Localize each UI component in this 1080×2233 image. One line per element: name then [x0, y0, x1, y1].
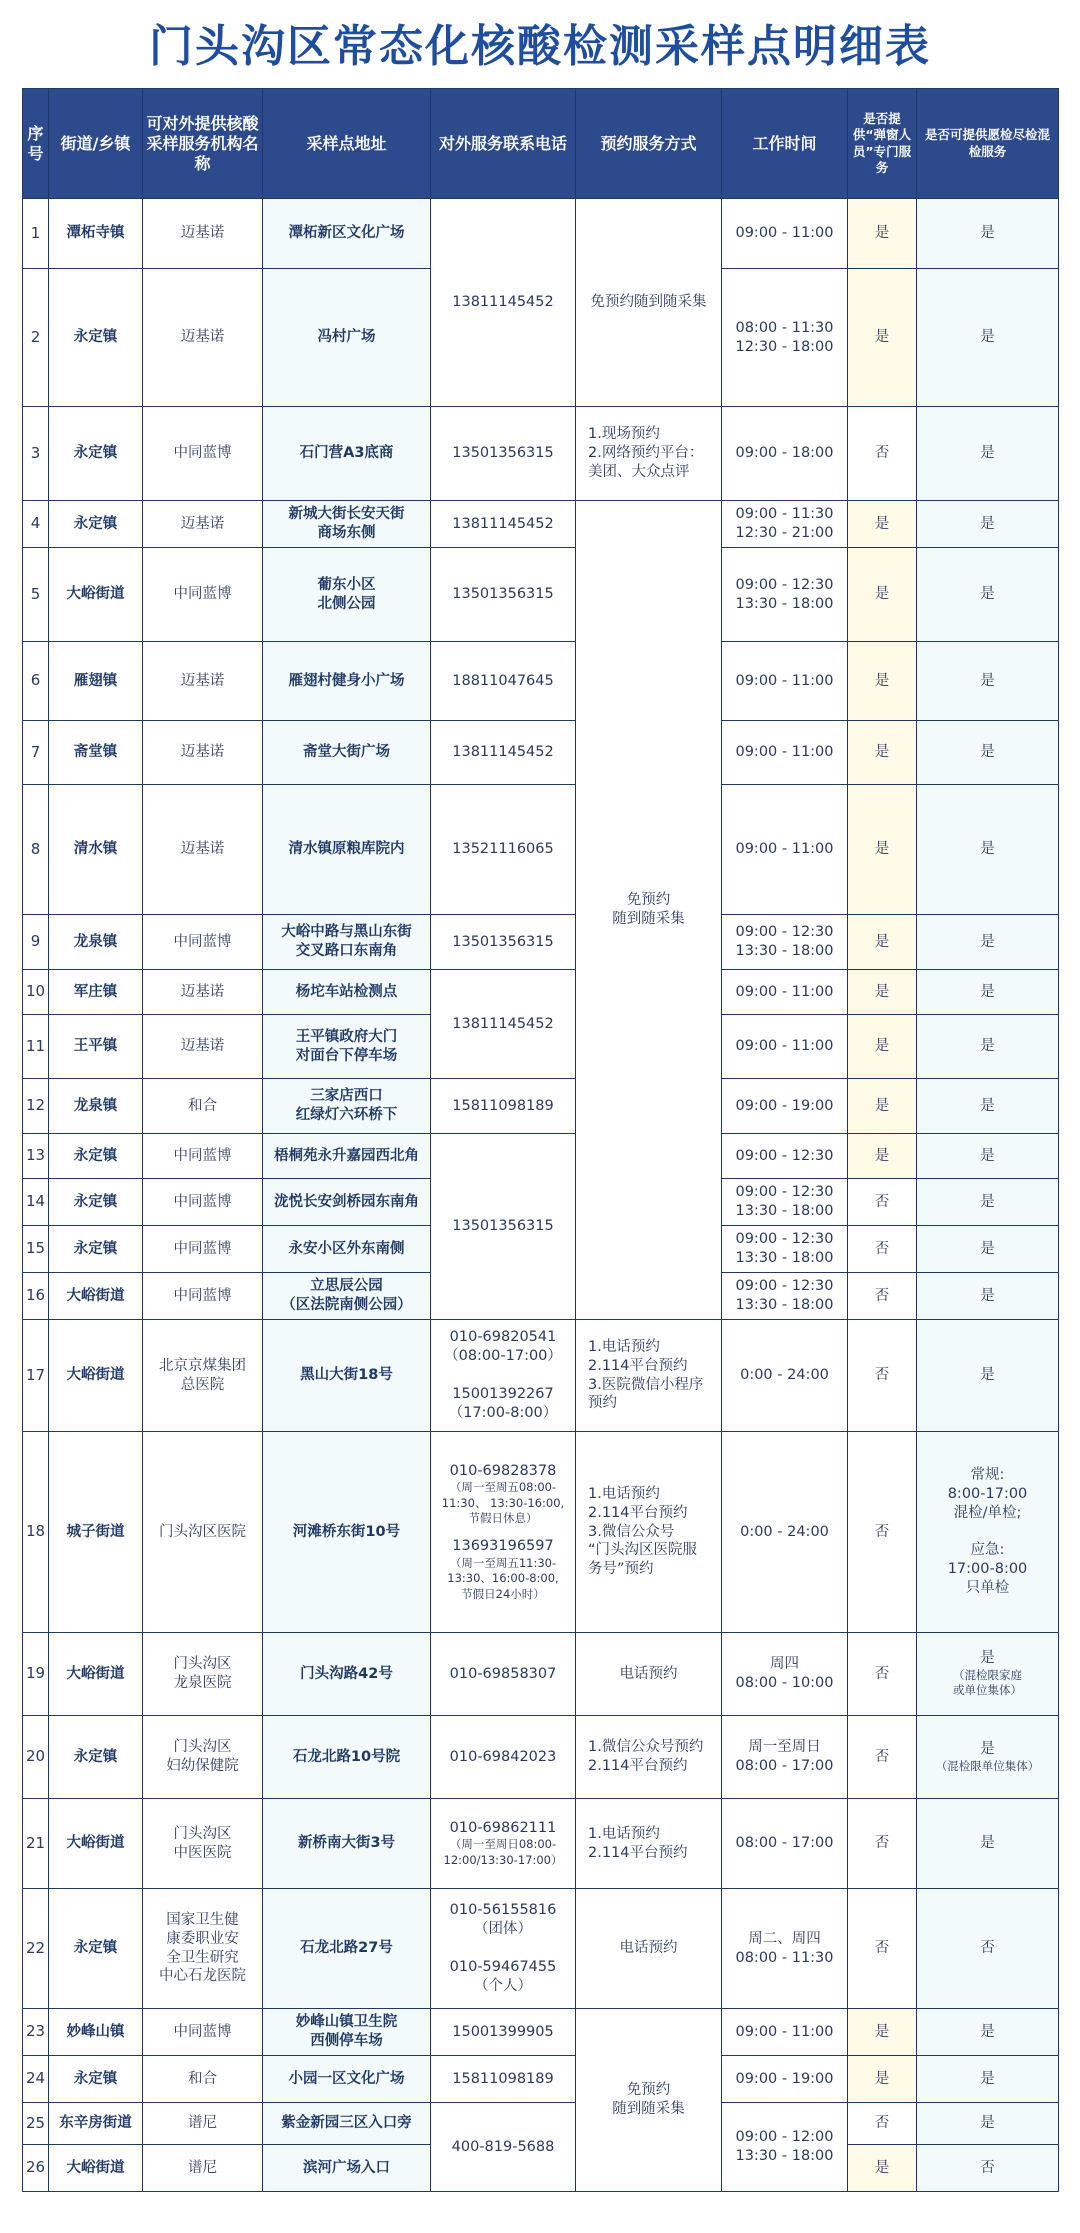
cell-no: 14 — [23, 1179, 49, 1226]
cell-addr: 王平镇政府大门 对面台下停车场 — [263, 1015, 431, 1079]
cell-no: 3 — [23, 407, 49, 501]
cell-popup-service: 否 — [848, 1799, 917, 1889]
cell-street: 城子街道 — [49, 1432, 143, 1633]
cell-phone: 13811145452 — [431, 970, 576, 1079]
cell-org: 中同蓝博 — [143, 548, 263, 642]
cell-street: 大峪街道 — [49, 1320, 143, 1432]
header-phone: 对外服务联系电话 — [431, 89, 576, 199]
cell-no: 4 — [23, 501, 49, 548]
cell-phone: 13811145452 — [431, 199, 576, 407]
cell-mixed-test: 否 — [917, 1889, 1059, 2009]
cell-work-time: 09:00 - 11:00 — [722, 199, 848, 269]
cell-org: 迈基诺 — [143, 785, 263, 915]
cell-street: 永定镇 — [49, 501, 143, 548]
cell-addr: 葡东小区 北侧公园 — [263, 548, 431, 642]
cell-org: 迈基诺 — [143, 269, 263, 407]
cell-popup-service: 是 — [848, 269, 917, 407]
cell-street: 大峪街道 — [49, 2145, 143, 2192]
cell-street: 军庄镇 — [49, 970, 143, 1015]
cell-street: 永定镇 — [49, 2056, 143, 2103]
cell-no: 2 — [23, 269, 49, 407]
cell-popup-service: 是 — [848, 501, 917, 548]
cell-org: 迈基诺 — [143, 721, 263, 785]
cell-org: 迈基诺 — [143, 1015, 263, 1079]
cell-street: 妙峰山镇 — [49, 2009, 143, 2056]
cell-addr: 门头沟路42号 — [263, 1633, 431, 1716]
cell-street: 潭柘寺镇 — [49, 199, 143, 269]
cell-phone: 400-819-5688 — [431, 2103, 576, 2192]
table-row — [23, 1079, 1059, 1134]
cell-work-time: 09:00 - 19:00 — [722, 2056, 848, 2103]
cell-street: 永定镇 — [49, 1226, 143, 1273]
cell-addr: 冯村广场 — [263, 269, 431, 407]
cell-addr: 潭柘新区文化广场 — [263, 199, 431, 269]
cell-addr: 新桥南大街3号 — [263, 1799, 431, 1889]
cell-org: 门头沟区 妇幼保健院 — [143, 1716, 263, 1799]
cell-mixed-test: 是 — [917, 642, 1059, 721]
cell-org: 中同蓝博 — [143, 915, 263, 970]
cell-no: 20 — [23, 1716, 49, 1799]
cell-mixed-test: 是 — [917, 2056, 1059, 2103]
cell-addr: 滨河广场入口 — [263, 2145, 431, 2192]
cell-phone: 15811098189 — [431, 2056, 576, 2103]
cell-popup-service: 否 — [848, 407, 917, 501]
cell-mixed-test: 是 — [917, 1226, 1059, 1273]
cell-no: 21 — [23, 1799, 49, 1889]
header-popup-service: 是否提供“弹窗人员”专门服务 — [848, 89, 917, 199]
cell-org: 中同蓝博 — [143, 1134, 263, 1179]
cell-mixed-test: 是 — [917, 1079, 1059, 1134]
cell-mixed-test: 是 — [917, 970, 1059, 1015]
cell-work-time: 09:00 - 12:30 — [722, 1134, 848, 1179]
cell-appointment: 1.电话预约 2.114平台预约 3.医院微信小程序 预约 — [576, 1320, 722, 1432]
table-row — [23, 2056, 1059, 2103]
cell-popup-service: 是 — [848, 642, 917, 721]
cell-work-time: 09:00 - 11:00 — [722, 1015, 848, 1079]
table-row — [23, 642, 1059, 721]
phone-phone-a_note: （周一至周五08:00- 11:30、 13:30-16:00, 节假日休息） — [441, 1480, 565, 1526]
cell-org: 和合 — [143, 1079, 263, 1134]
cell-no: 17 — [23, 1320, 49, 1432]
table-row — [23, 721, 1059, 785]
cell-mixed-test: 是 — [917, 915, 1059, 970]
cell-street: 龙泉镇 — [49, 1079, 143, 1134]
cell-addr: 小园一区文化广场 — [263, 2056, 431, 2103]
header-no: 序号 — [23, 89, 49, 199]
cell-work-time: 09:00 - 11:00 — [722, 721, 848, 785]
cell-phone — [431, 1799, 576, 1889]
cell-no: 5 — [23, 548, 49, 642]
cell-no: 16 — [23, 1273, 49, 1320]
cell-popup-service: 是 — [848, 1015, 917, 1079]
cell-org: 门头沟区 龙泉医院 — [143, 1633, 263, 1716]
cell-work-time: 09:00 - 11:00 — [722, 970, 848, 1015]
cell-popup-service: 是 — [848, 1079, 917, 1134]
cell-mixed-test — [917, 1633, 1059, 1716]
header-org: 可对外提供核酸采样服务机构名称 — [143, 89, 263, 199]
cell-street: 斋堂镇 — [49, 721, 143, 785]
cell-mixed-test: 是 — [917, 548, 1059, 642]
table-row — [23, 1633, 1059, 1716]
cell-mixed-test: 是 — [917, 501, 1059, 548]
table-row — [23, 1799, 1059, 1889]
mixed-value: 是 — [980, 1740, 995, 1757]
phone-phone-b: 13693196597 — [452, 1538, 554, 1554]
cell-addr: 石龙北路27号 — [263, 1889, 431, 2009]
cell-street: 大峪街道 — [49, 1273, 143, 1320]
cell-no: 22 — [23, 1889, 49, 2009]
cell-org: 谱尼 — [143, 2145, 263, 2192]
cell-popup-service: 是 — [848, 785, 917, 915]
cell-org: 中同蓝博 — [143, 2009, 263, 2056]
cell-street: 大峪街道 — [49, 1633, 143, 1716]
cell-addr: 大峪中路与黑山东街 交叉路口东南角 — [263, 915, 431, 970]
cell-org: 国家卫生健 康委职业安 全卫生研究 中心石龙医院 — [143, 1889, 263, 2009]
cell-work-time: 08:00 - 17:00 — [722, 1799, 848, 1889]
cell-mixed-test — [917, 1716, 1059, 1799]
cell-work-time: 09:00 - 11:00 — [722, 785, 848, 915]
cell-appointment: 免预约随到随采集 — [576, 199, 722, 407]
cell-phone: 010-69858307 — [431, 1633, 576, 1716]
cell-no: 18 — [23, 1432, 49, 1633]
cell-popup-service: 是 — [848, 721, 917, 785]
cell-addr: 立思辰公园 （区法院南侧公园） — [263, 1273, 431, 1320]
cell-popup-service: 是 — [848, 199, 917, 269]
cell-org: 门头沟区 中医医院 — [143, 1799, 263, 1889]
cell-work-time: 09:00 - 19:00 — [722, 1079, 848, 1134]
cell-org: 门头沟区医院 — [143, 1432, 263, 1633]
phone-phone-note: （周一至周日08:00- 12:00/13:30-17:00） — [443, 1837, 563, 1867]
cell-work-time: 09:00 - 12:30 13:30 - 18:00 — [722, 1179, 848, 1226]
cell-addr: 紫金新园三区入口旁 — [263, 2103, 431, 2145]
cell-addr: 斋堂大街广场 — [263, 721, 431, 785]
cell-no: 19 — [23, 1633, 49, 1716]
cell-popup-service: 是 — [848, 970, 917, 1015]
cell-mixed-test: 是 — [917, 1134, 1059, 1179]
cell-phone: 010-69842023 — [431, 1716, 576, 1799]
cell-street: 永定镇 — [49, 269, 143, 407]
table-row — [23, 2009, 1059, 2056]
cell-street: 永定镇 — [49, 1716, 143, 1799]
phone-phone-b_note: （周一至周五11:30- 13:30、16:00-8:00, 节假日24小时） — [447, 1555, 559, 1601]
cell-org: 中同蓝博 — [143, 1273, 263, 1320]
cell-mixed-test: 常规: 8:00-17:00 混检/单检; 应急: 17:00-8:00 只单检 — [917, 1432, 1059, 1633]
cell-phone: 13501356315 — [431, 1134, 576, 1320]
sampling-sites-table — [22, 88, 1059, 2192]
cell-popup-service: 是 — [848, 915, 917, 970]
cell-phone: 13811145452 — [431, 721, 576, 785]
table-row — [23, 548, 1059, 642]
cell-work-time: 09:00 - 12:30 13:30 - 18:00 — [722, 1226, 848, 1273]
cell-popup-service: 否 — [848, 1226, 917, 1273]
cell-work-time: 周一至周日 08:00 - 17:00 — [722, 1716, 848, 1799]
page-title: 门头沟区常态化核酸检测采样点明细表 — [149, 21, 931, 72]
cell-street: 永定镇 — [49, 1889, 143, 2009]
cell-mixed-test: 是 — [917, 1015, 1059, 1079]
cell-phone: 13501356315 — [431, 915, 576, 970]
cell-no: 1 — [23, 199, 49, 269]
cell-street: 永定镇 — [49, 407, 143, 501]
cell-phone: 13501356315 — [431, 548, 576, 642]
cell-work-time: 09:00 - 12:30 13:30 - 18:00 — [722, 548, 848, 642]
cell-no: 13 — [23, 1134, 49, 1179]
cell-phone: 18811047645 — [431, 642, 576, 721]
cell-mixed-test: 否 — [917, 2145, 1059, 2192]
cell-popup-service: 是 — [848, 1134, 917, 1179]
cell-work-time: 0:00 - 24:00 — [722, 1320, 848, 1432]
cell-mixed-test: 是 — [917, 2009, 1059, 2056]
cell-work-time: 09:00 - 11:00 — [722, 642, 848, 721]
cell-phone — [431, 1432, 576, 1633]
cell-no: 9 — [23, 915, 49, 970]
cell-phone: 15001399905 — [431, 2009, 576, 2056]
cell-addr: 河滩桥东街10号 — [263, 1432, 431, 1633]
table-row — [23, 2103, 1059, 2145]
cell-addr: 三家店西口 红绿灯六环桥下 — [263, 1079, 431, 1134]
cell-street: 东辛房街道 — [49, 2103, 143, 2145]
table-row — [23, 1134, 1059, 1179]
table-row — [23, 501, 1059, 548]
cell-addr: 石门营A3底商 — [263, 407, 431, 501]
cell-no: 23 — [23, 2009, 49, 2056]
table-row — [23, 1432, 1059, 1633]
cell-mixed-test: 是 — [917, 1273, 1059, 1320]
cell-addr: 石龙北路10号院 — [263, 1716, 431, 1799]
cell-appointment: 免预约 随到随采集 — [576, 501, 722, 1320]
table-row — [23, 970, 1059, 1015]
cell-addr: 雁翅村健身小广场 — [263, 642, 431, 721]
cell-org: 迈基诺 — [143, 970, 263, 1015]
cell-work-time: 08:00 - 11:30 12:30 - 18:00 — [722, 269, 848, 407]
table-row — [23, 407, 1059, 501]
cell-phone: 13521116065 — [431, 785, 576, 915]
cell-mixed-test: 是 — [917, 1179, 1059, 1226]
phone-phone-a: 010-69828378 — [449, 1462, 557, 1479]
cell-phone: 15811098189 — [431, 1079, 576, 1134]
mixed-value: 是 — [980, 1650, 995, 1667]
cell-street: 清水镇 — [49, 785, 143, 915]
cell-no: 24 — [23, 2056, 49, 2103]
header-street: 街道/乡镇 — [49, 89, 143, 199]
cell-org: 中同蓝博 — [143, 1226, 263, 1273]
cell-popup-service: 否 — [848, 1273, 917, 1320]
cell-mixed-test: 是 — [917, 1799, 1059, 1889]
cell-addr: 清水镇原粮库院内 — [263, 785, 431, 915]
cell-no: 8 — [23, 785, 49, 915]
cell-org: 和合 — [143, 2056, 263, 2103]
cell-addr: 梧桐苑永升嘉园西北角 — [263, 1134, 431, 1179]
cell-org: 北京京煤集团 总医院 — [143, 1320, 263, 1432]
cell-street: 大峪街道 — [49, 548, 143, 642]
cell-popup-service: 否 — [848, 1716, 917, 1799]
cell-mixed-test: 是 — [917, 785, 1059, 915]
mixed-note: （混检限家庭 或单位集体） — [953, 1667, 1022, 1698]
cell-appointment: 1.现场预约 2.网络预约平台： 美团、大众点评 — [576, 407, 722, 501]
cell-no: 10 — [23, 970, 49, 1015]
cell-appointment: 1.电话预约 2.114平台预约 — [576, 1799, 722, 1889]
cell-work-time: 09:00 - 18:00 — [722, 407, 848, 501]
cell-org: 中同蓝博 — [143, 407, 263, 501]
cell-appointment: 电话预约 — [576, 1889, 722, 2009]
cell-addr: 泷悦长安剑桥园东南角 — [263, 1179, 431, 1226]
header-row — [23, 89, 1059, 199]
cell-addr: 妙峰山镇卫生院 西侧停车场 — [263, 2009, 431, 2056]
cell-street: 永定镇 — [49, 1179, 143, 1226]
cell-phone: 010-56155816 （团体） 010-59467455 （个人） — [431, 1889, 576, 2009]
cell-popup-service: 否 — [848, 1320, 917, 1432]
cell-no: 25 — [23, 2103, 49, 2145]
cell-work-time: 0:00 - 24:00 — [722, 1432, 848, 1633]
header-address: 采样点地址 — [263, 89, 431, 199]
table-row — [23, 915, 1059, 970]
cell-addr: 新城大街长安天街 商场东侧 — [263, 501, 431, 548]
cell-work-time: 周二、周四 08:00 - 11:30 — [722, 1889, 848, 2009]
cell-org: 迈基诺 — [143, 642, 263, 721]
cell-work-time: 09:00 - 11:30 12:30 - 21:00 — [722, 501, 848, 548]
cell-mixed-test: 是 — [917, 721, 1059, 785]
cell-street: 王平镇 — [49, 1015, 143, 1079]
cell-mixed-test: 是 — [917, 407, 1059, 501]
cell-org: 中同蓝博 — [143, 1179, 263, 1226]
table-row — [23, 1320, 1059, 1432]
cell-org: 谱尼 — [143, 2103, 263, 2145]
header-mixed-test: 是否可提供愿检尽检混检服务 — [917, 89, 1059, 199]
cell-appointment: 1.电话预约 2.114平台预约 3.微信公众号 “门头沟区医院服 务号”预约 — [576, 1432, 722, 1633]
table-row — [23, 1889, 1059, 2009]
cell-popup-service: 否 — [848, 2103, 917, 2145]
cell-work-time: 09:00 - 12:30 13:30 - 18:00 — [722, 915, 848, 970]
cell-org: 迈基诺 — [143, 501, 263, 548]
table-row — [23, 199, 1059, 269]
cell-street: 雁翅镇 — [49, 642, 143, 721]
cell-mixed-test: 是 — [917, 269, 1059, 407]
header-work-time: 工作时间 — [722, 89, 848, 199]
cell-appointment: 1.微信公众号预约 2.114平台预约 — [576, 1716, 722, 1799]
cell-appointment: 免预约 随到随采集 — [576, 2009, 722, 2192]
cell-popup-service: 否 — [848, 1179, 917, 1226]
table-row — [23, 1716, 1059, 1799]
table-row — [23, 785, 1059, 915]
cell-work-time: 09:00 - 12:30 13:30 - 18:00 — [722, 1273, 848, 1320]
cell-work-time: 09:00 - 12:00 13:30 - 18:00 — [722, 2103, 848, 2192]
cell-popup-service: 否 — [848, 1432, 917, 1633]
cell-phone: 13501356315 — [431, 407, 576, 501]
cell-mixed-test: 是 — [917, 2103, 1059, 2145]
cell-addr: 永安小区外东南侧 — [263, 1226, 431, 1273]
cell-work-time: 周四 08:00 - 10:00 — [722, 1633, 848, 1716]
cell-no: 6 — [23, 642, 49, 721]
cell-addr: 黑山大街18号 — [263, 1320, 431, 1432]
cell-org: 迈基诺 — [143, 199, 263, 269]
cell-no: 26 — [23, 2145, 49, 2192]
cell-appointment: 电话预约 — [576, 1633, 722, 1716]
cell-popup-service: 是 — [848, 2009, 917, 2056]
cell-street: 永定镇 — [49, 1134, 143, 1179]
mixed-note: （混检限单位集体） — [935, 1758, 1040, 1773]
cell-no: 12 — [23, 1079, 49, 1134]
header-appointment: 预约服务方式 — [576, 89, 722, 199]
cell-no: 15 — [23, 1226, 49, 1273]
cell-popup-service: 是 — [848, 548, 917, 642]
cell-street: 大峪街道 — [49, 1799, 143, 1889]
phone-phone: 010-69862111 — [449, 1819, 557, 1836]
cell-mixed-test: 是 — [917, 1320, 1059, 1432]
cell-mixed-test: 是 — [917, 199, 1059, 269]
cell-street: 龙泉镇 — [49, 915, 143, 970]
cell-popup-service: 是 — [848, 2145, 917, 2192]
cell-work-time: 09:00 - 11:00 — [722, 2009, 848, 2056]
cell-popup-service: 是 — [848, 2056, 917, 2103]
cell-popup-service: 否 — [848, 1889, 917, 2009]
cell-popup-service: 否 — [848, 1633, 917, 1716]
cell-addr: 杨坨车站检测点 — [263, 970, 431, 1015]
cell-no: 11 — [23, 1015, 49, 1079]
cell-no: 7 — [23, 721, 49, 785]
cell-phone: 010-69820541 （08:00-17:00） 15001392267 （17:00-8:00） — [431, 1320, 576, 1432]
cell-phone: 13811145452 — [431, 501, 576, 548]
